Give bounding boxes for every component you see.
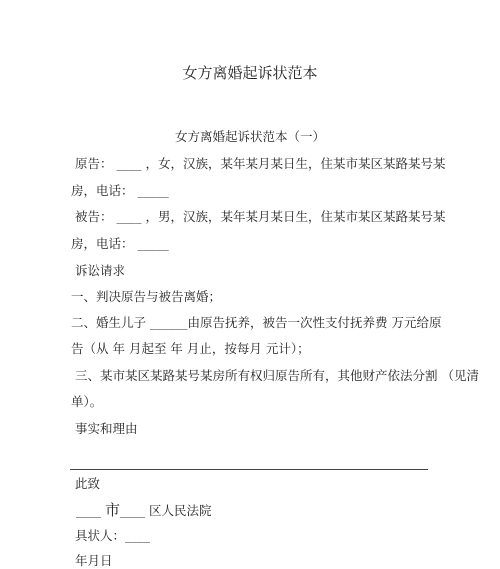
court-suffix: ____ 区人民法院 xyxy=(120,503,212,518)
document-title: 女方离婚起诉状范本 xyxy=(182,64,318,82)
claim-2: 二、婚生儿子 ______由原告抚养，被告一次性支付抚养费 万元给原 xyxy=(71,315,442,330)
claim-2-continued: 告（从 年 月起至 年 月止，按每月 元计）； xyxy=(71,341,310,356)
claim-1: 一、判决原告与被告离婚； xyxy=(71,289,222,304)
claim-3: 三、某市某区某路某号某房所有权归原告所有，其他财产依法分割 （见清 xyxy=(75,368,479,383)
facts-heading: 事实和理由 xyxy=(75,421,138,436)
defendant-line: 被告： ____ ，男，汉族，某年某月某日生，住某市某区某路某号某 xyxy=(75,209,446,224)
plaintiff-signature: 具状人：____ xyxy=(75,528,151,543)
court-prefix: ____ xyxy=(76,503,105,518)
claims-heading: 诉讼请求 xyxy=(75,263,126,278)
claim-3-continued: 单）。 xyxy=(71,394,103,409)
plaintiff-line: 原告： ____ ，女，汉族，某年某月某日生，住某市某区某路某号某 xyxy=(75,156,446,171)
court-city: 市 xyxy=(104,501,120,519)
divider-line xyxy=(70,469,428,470)
salutation: 此致 xyxy=(75,476,101,491)
plaintiff-phone-line: 房，电话： _____ xyxy=(71,183,169,198)
document-subtitle: 女方离婚起诉状范本（一） xyxy=(174,129,325,144)
court-line xyxy=(76,499,211,520)
date-line: 年月日 xyxy=(75,553,113,568)
defendant-phone-line: 房，电话： _____ xyxy=(71,236,169,251)
